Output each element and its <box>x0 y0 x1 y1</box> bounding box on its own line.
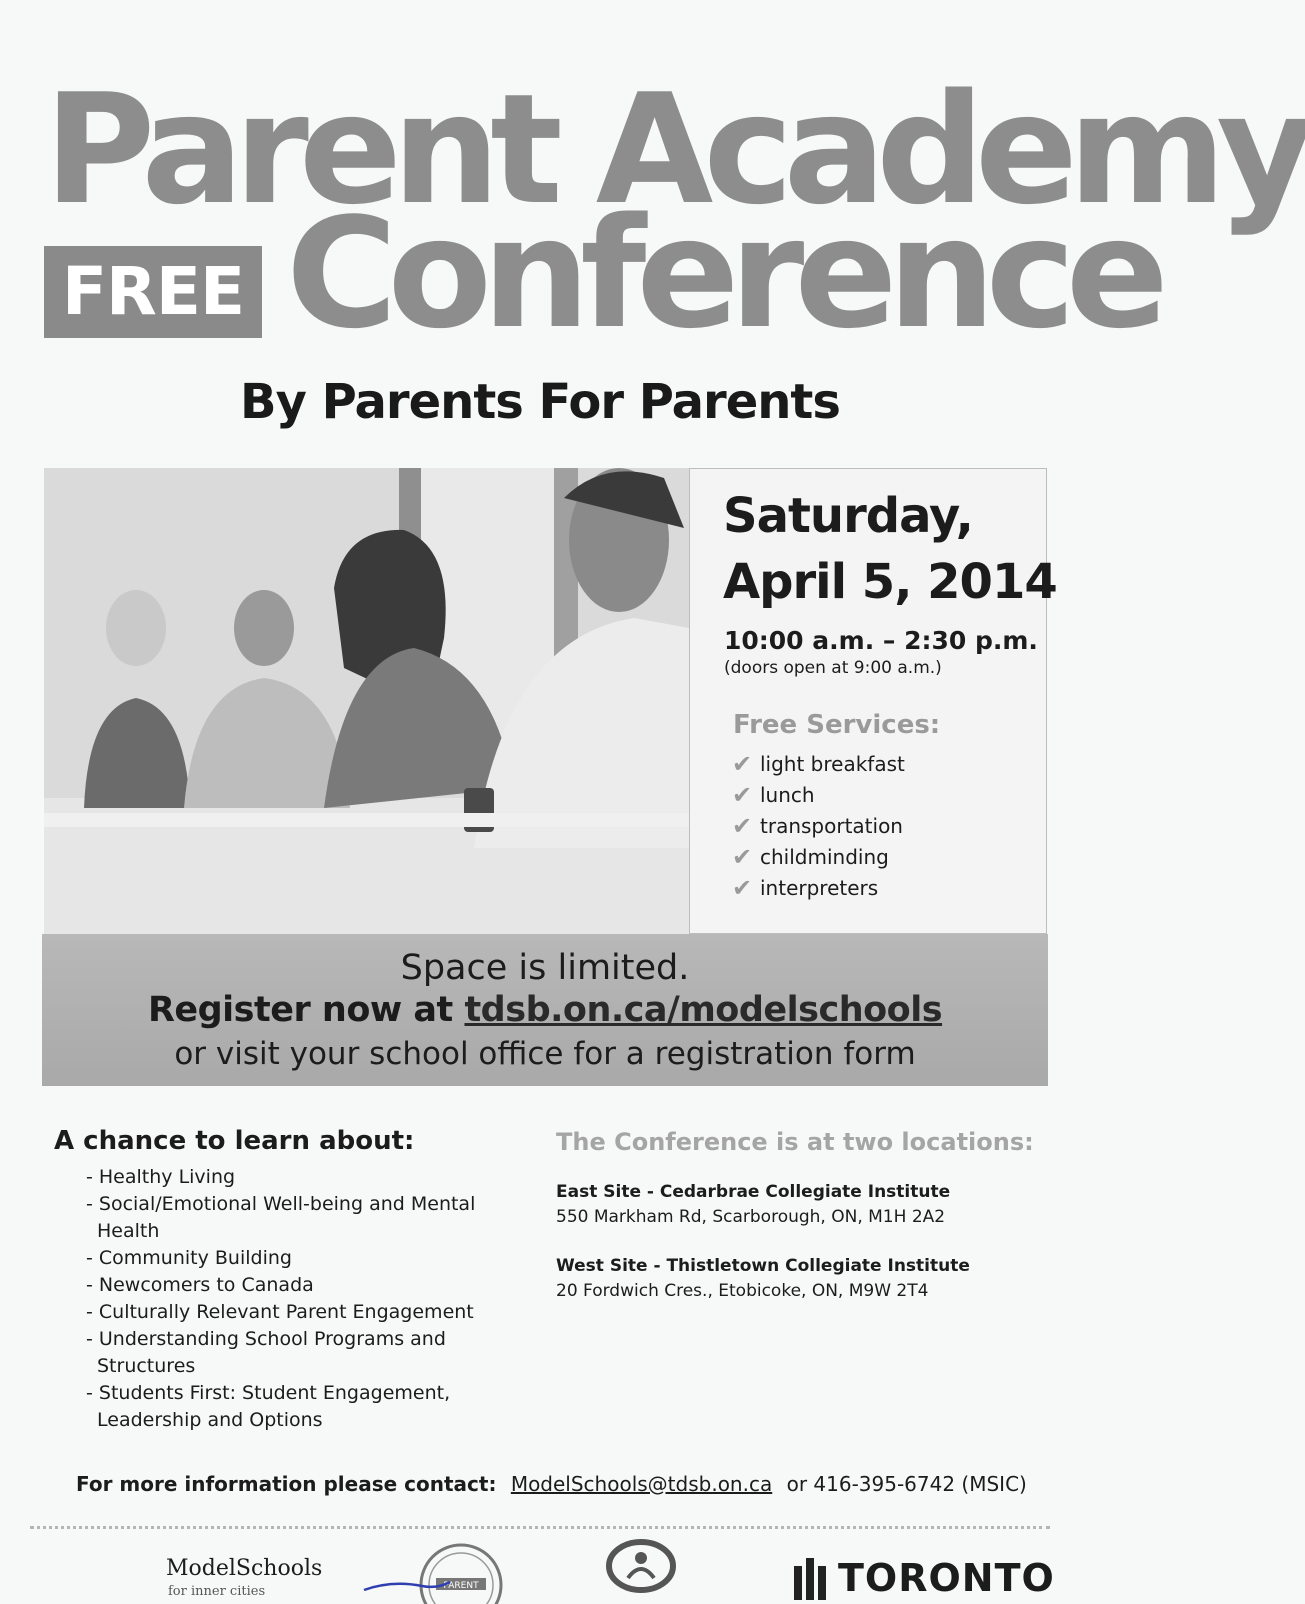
east-site-name: East Site - Cedarbrae Collegiate Institute <box>556 1182 951 1202</box>
learn-topics-list <box>86 1164 506 1434</box>
checkmark-icon: ✔ <box>732 749 753 778</box>
list-item: - Community Building <box>86 1247 292 1269</box>
contact-line <box>76 1472 1027 1496</box>
toronto-logo: TORONTO <box>838 1556 1055 1600</box>
free-badge: FREE <box>44 246 262 338</box>
modelschools-logo: ModelSchools <box>166 1556 323 1581</box>
event-day: Saturday, <box>723 488 973 544</box>
west-site-name: West Site - Thistletown Collegiate Institute <box>556 1256 970 1276</box>
east-site-address: 550 Markham Rd, Scarborough, ON, M1H 2A2 <box>556 1207 946 1227</box>
school-office-text: or visit your school office for a registration form <box>174 1036 916 1072</box>
register-line: Register now at tdsb.on.ca/modelschools <box>147 990 943 1030</box>
contact-label: For more information please contact: <box>76 1472 497 1496</box>
locations-heading: The Conference is at two locations: <box>556 1128 1034 1156</box>
service-item: ✔ interpreters <box>732 873 879 902</box>
service-item: ✔ childminding <box>732 842 889 871</box>
registration-banner <box>42 934 1048 1086</box>
checkmark-icon: ✔ <box>732 842 753 871</box>
list-item: - Social/Emotional Well-being and Mental Health <box>86 1193 476 1242</box>
contact-email-link[interactable]: ModelSchools@tdsb.on.ca <box>510 1472 773 1496</box>
checkmark-icon: ✔ <box>732 873 753 902</box>
doors-open-note: (doors open at 9:00 a.m.) <box>724 658 942 678</box>
signature-stroke <box>362 1576 452 1600</box>
registration-link[interactable]: tdsb.on.ca/modelschools <box>464 990 943 1030</box>
title-line-2: Conference <box>286 185 1159 362</box>
space-limited-text: Space is limited. <box>400 948 690 988</box>
list-item: - Culturally Relevant Parent Engagement <box>86 1301 474 1323</box>
learn-heading: A chance to learn about: <box>54 1126 415 1156</box>
list-item: - Healthy Living <box>86 1166 236 1188</box>
list-item: - Newcomers to Canada <box>86 1274 314 1296</box>
subtitle: By Parents For Parents <box>240 374 840 430</box>
community-logo <box>606 1538 676 1598</box>
svg-text:PARENT: PARENT <box>443 1581 479 1591</box>
west-site-address: 20 Fordwich Cres., Etobicoke, ON, M9W 2T4 <box>556 1281 929 1301</box>
event-date: April 5, 2014 <box>723 554 1057 610</box>
services-list <box>732 748 905 903</box>
service-item: ✔ transportation <box>732 811 903 840</box>
contact-phone: or 416-395-6742 (MSIC) <box>786 1472 1027 1496</box>
conference-photo <box>44 468 689 934</box>
footer-divider <box>30 1526 1050 1529</box>
service-item: ✔ lunch <box>732 780 815 809</box>
event-time: 10:00 a.m. – 2:30 p.m. <box>724 626 1038 655</box>
list-item: - Students First: Student Engagement, Leadership and Options <box>86 1382 451 1431</box>
services-heading: Free Services: <box>733 710 941 740</box>
title-line-1: Parent Academy <box>44 61 1305 238</box>
modelschools-logo-subtitle: for inner cities <box>168 1584 266 1599</box>
toronto-building-icon <box>790 1556 834 1604</box>
checkmark-icon: ✔ <box>732 780 753 809</box>
service-item: ✔ light breakfast <box>732 749 905 778</box>
checkmark-icon: ✔ <box>732 811 753 840</box>
list-item: - Understanding School Programs and Structures <box>86 1328 446 1377</box>
